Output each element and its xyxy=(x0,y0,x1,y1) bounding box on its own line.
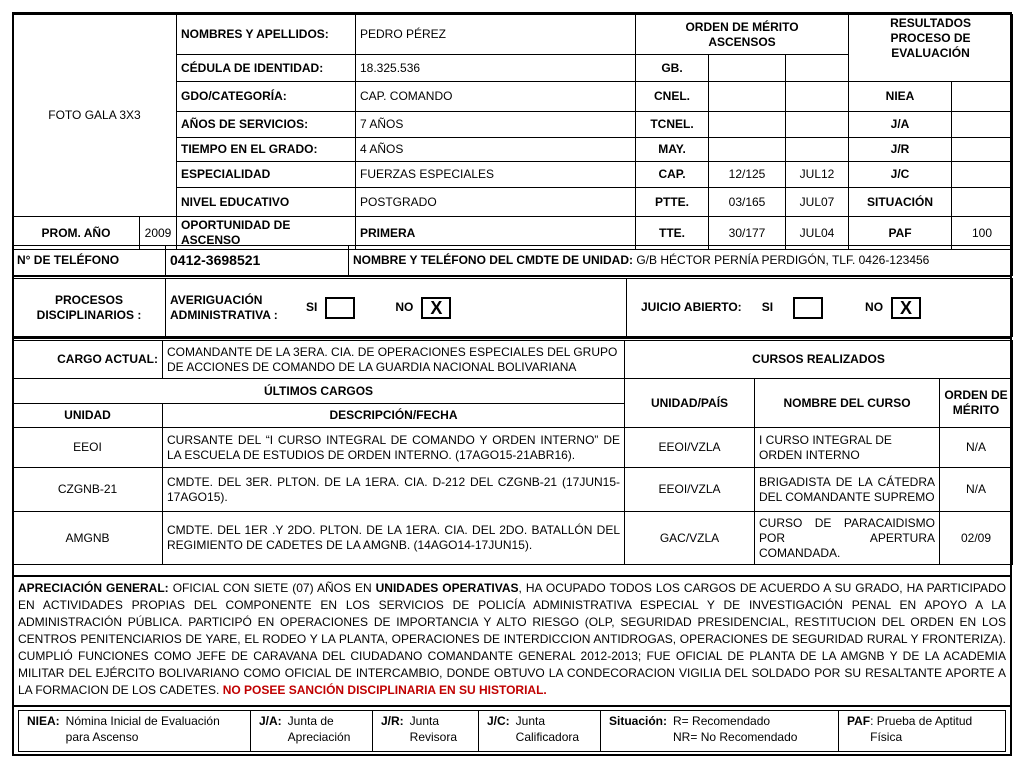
cursos-header: CURSOS REALIZADOS xyxy=(625,341,1013,379)
apreciacion-label: APRECIACIÓN GENERAL: xyxy=(18,581,169,595)
ultimos-header: ÚLTIMOS CARGOS xyxy=(13,379,625,404)
legend-situacion xyxy=(601,711,839,751)
time-label: TIEMPO EN EL GRADO: xyxy=(177,138,356,162)
prom-label: PROM. AÑO xyxy=(13,217,140,250)
photo-placeholder: FOTO GALA 3X3 xyxy=(13,15,177,217)
merit-grade: CNEL. xyxy=(636,82,709,112)
legend-value: : Prueba de Aptitud Física xyxy=(870,714,973,744)
unidad-cell: AMGNB xyxy=(13,512,163,565)
niea-value xyxy=(952,82,1013,112)
cmdt-value: G/B HÉCTOR PERNÍA PERDIGÓN, TLF. 0426-123456 xyxy=(633,253,930,267)
years-label: AÑOS DE SERVICIOS: xyxy=(177,112,356,138)
legend-niea xyxy=(19,711,251,751)
situacion-value xyxy=(952,188,1013,217)
legend-paf xyxy=(839,711,1005,751)
paf-label: PAF xyxy=(849,217,952,250)
averiguacion-label: AVERIGUACIÓN ADMINISTRATIVA : xyxy=(170,292,278,322)
merit-date: JUL07 xyxy=(786,188,849,217)
averiguacion-cell xyxy=(166,279,627,337)
legend-key: J/A: xyxy=(259,714,282,728)
merit-date xyxy=(786,55,849,82)
juicio-si-label: SI xyxy=(761,300,774,314)
name-label: NOMBRES Y APELLIDOS: xyxy=(177,15,356,55)
legend-key: Situación: xyxy=(609,714,668,728)
jr-value xyxy=(952,138,1013,162)
unidad-cell: CZGNB-21 xyxy=(13,468,163,512)
juicio-label: JUICIO ABIERTO: xyxy=(641,300,742,314)
pais-cell: GAC/VZLA xyxy=(625,512,755,565)
merit-header: ORDEN DE MÉRITO ASCENSOS xyxy=(636,15,849,55)
unidad-cell: EEOI xyxy=(13,428,163,468)
ja-label: J/A xyxy=(849,112,952,138)
curso-cell: BRIGADISTA DE LA CÁTEDRA DEL COMANDANTE SUPREMO xyxy=(755,468,940,512)
col-descripcion: DESCRIPCIÓN/FECHA xyxy=(163,404,625,428)
merit-grade: PTTE. xyxy=(636,188,709,217)
results-header: RESULTADOS PROCESO DE EVALUACIÓN xyxy=(849,15,1013,82)
legend-jc xyxy=(479,711,601,751)
desc-cell: CMDTE. DEL 3ER. PLTON. DE LA 1ERA. CIA. D-212 DEL CZGNB-21 (17JUN15-17AGO15). xyxy=(163,468,625,512)
separator xyxy=(12,275,1012,277)
merit-date: JUL12 xyxy=(786,162,849,188)
apreciacion-text-bold: UNIDADES OPERATIVAS xyxy=(375,581,519,595)
legend-box xyxy=(18,710,1006,752)
col-unidad-pais: UNIDAD/PAÍS xyxy=(625,379,755,428)
spec-value: FUERZAS ESPECIALES xyxy=(356,162,636,188)
grade-label: GDO/CATEGORÍA: xyxy=(177,82,356,112)
orden-cell: 02/09 xyxy=(940,512,1013,565)
spec-label: ESPECIALIDAD xyxy=(177,162,356,188)
jr-label: J/R xyxy=(849,138,952,162)
avg-si-checkbox[interactable] xyxy=(325,297,355,319)
edu-label: NIVEL EDUCATIVO xyxy=(177,188,356,217)
paf-value: 100 xyxy=(952,217,1013,250)
merit-grade: CAP. xyxy=(636,162,709,188)
desc-cell: CURSANTE DEL “I CURSO INTEGRAL DE COMANDO Y ORDEN INTERNO” DE LA ESCUELA DE ESTUDIOS DE ORDEN INTERNO. (17AGO15-21ABR16). xyxy=(163,428,625,468)
years-value: 7 AÑOS xyxy=(356,112,636,138)
id-value: 18.325.536 xyxy=(356,55,636,82)
merit-order: 12/125 xyxy=(709,162,786,188)
personal-data-table xyxy=(12,14,1013,250)
phone-label: N° DE TELÉFONO xyxy=(13,246,166,276)
prom-value: 2009 xyxy=(140,217,177,250)
apreciacion-text-2: , HA OCUPADO TODOS LOS CARGOS DE ACUERDO A SU GRADO, HA PARTICIPADO EN ACTIVIDADES PROPIAS DEL COMPONENTE EN LOS SERVICIOS DE POLICÍA ADMINISTRATIVA ESPECIAL Y DE INVESTIGACIÓN PENAL EN APOYO A LA ADMINISTRACIÓN PÚBLICA. PARTICIPÓ EN OPERACIONES DE IMPORTANCIA Y ALTO RIESGO (OLP, SEGURIDAD PRESIDENCIAL, RESTITUCION DEL ORDEN EN LOS CENTROS PENITENCIARIOS DE YARE, EL RODEO Y LA PLANTA, OPERACIONES DE INTERDICCION ANTIDROGAS, OPERACIONES DE SEGURIDAD RURAL Y FRONTERIZA). CUMPLIÓ FUNCIONES COMO JEFE DE CARAVANA DEL CIUDADANO COMANDANTE GENERAL 2012-2013; FUE OFICIAL DE PLANTA DE LA AMGNB Y DE LA ACADEMIA MILITAR DEL EJÉRCITO BOLIVARIANO COMO OFICIAL DE INTERCAMBIO, DONDE OBTUVO LA CONDECORACION VIGILIA DEL SOLDADO POR SU RESALTANTE APORTE A LA FORMACION DE LOS CADETES. xyxy=(18,581,1006,697)
separator xyxy=(12,705,1012,707)
merit-date xyxy=(786,112,849,138)
merit-grade: TTE. xyxy=(636,217,709,250)
orden-cell: N/A xyxy=(940,468,1013,512)
avg-si-label: SI xyxy=(306,300,318,314)
cargo-value: COMANDANTE DE LA 3ERA. CIA. DE OPERACIONES ESPECIALES DEL GRUPO DE ACCIONES DE COMANDO DE LA GUARDIA NACIONAL BOLIVARIANA xyxy=(163,341,625,379)
legend-value: Junta Calificadora xyxy=(515,714,580,744)
legend-ja xyxy=(251,711,373,751)
curso-cell: I CURSO INTEGRAL DE ORDEN INTERNO xyxy=(755,428,940,468)
merit-order xyxy=(709,138,786,162)
table-row xyxy=(13,468,1013,512)
merit-grade: GB. xyxy=(636,55,709,82)
cmdt-cell xyxy=(349,246,1013,276)
juicio-no-checkbox[interactable]: X xyxy=(891,297,921,319)
cmdt-label: NOMBRE Y TELÉFONO DEL CMDTE DE UNIDAD: xyxy=(353,253,634,267)
legend-value: Nómina Inicial de Evaluación para Ascenso xyxy=(65,714,220,744)
jc-value xyxy=(952,162,1013,188)
table-row xyxy=(13,512,1013,565)
phone-table xyxy=(12,245,1013,276)
ja-value xyxy=(952,112,1013,138)
juicio-cell xyxy=(627,279,1013,337)
separator xyxy=(12,575,1012,577)
merit-order xyxy=(709,112,786,138)
apreciacion-text-1: OFICIAL CON SIETE (07) AÑOS EN xyxy=(168,581,376,595)
edu-value: POSTGRADO xyxy=(356,188,636,217)
disciplinary-label: PROCESOS DISCIPLINARIOS : xyxy=(13,279,166,337)
merit-date xyxy=(786,82,849,112)
orden-cell: N/A xyxy=(940,428,1013,468)
juicio-no-label: NO xyxy=(865,300,884,314)
id-label: CÉDULA DE IDENTIDAD: xyxy=(177,55,356,82)
jc-label: J/C xyxy=(849,162,952,188)
niea-label: NIEA xyxy=(849,82,952,112)
situacion-label: SITUACIÓN xyxy=(849,188,952,217)
name-value: PEDRO PÉREZ xyxy=(356,15,636,55)
table-row xyxy=(13,428,1013,468)
legend-key: PAF xyxy=(847,714,871,728)
desc-cell: CMDTE. DEL 1ER .Y 2DO. PLTON. DE LA 1ERA. CIA. DEL 2DO. BATALLÓN DEL REGIMIENTO DE CADETES DE LA AMGNB. (14AGO14-17JUN15). xyxy=(163,512,625,565)
col-unidad: UNIDAD xyxy=(13,404,163,428)
merit-order xyxy=(709,82,786,112)
cargo-label: CARGO ACTUAL: xyxy=(13,341,163,379)
juicio-si-checkbox[interactable] xyxy=(793,297,823,319)
disciplinary-table xyxy=(12,278,1013,337)
merit-order: 03/165 xyxy=(709,188,786,217)
merit-grade: TCNEL. xyxy=(636,112,709,138)
apreciacion-general xyxy=(12,578,1012,704)
legend-jr xyxy=(373,711,479,751)
avg-no-label: NO xyxy=(395,300,414,314)
legend-key: J/R: xyxy=(381,714,404,728)
merit-order: 30/177 xyxy=(709,217,786,250)
legend-value: R= Recomendado NR= No Recomendado xyxy=(673,714,798,744)
opp-label: OPORTUNIDAD DE ASCENSO xyxy=(177,217,356,250)
avg-no-checkbox[interactable]: X xyxy=(421,297,451,319)
grade-value: CAP. COMANDO xyxy=(356,82,636,112)
legend-key: J/C: xyxy=(487,714,510,728)
pais-cell: EEOI/VZLA xyxy=(625,428,755,468)
merit-date xyxy=(786,138,849,162)
time-value: 4 AÑOS xyxy=(356,138,636,162)
merit-order xyxy=(709,55,786,82)
phone-value: 0412-3698521 xyxy=(166,246,349,276)
col-orden-merito: ORDEN DE MÉRITO xyxy=(940,379,1013,428)
separator xyxy=(12,337,1012,339)
merit-grade: MAY. xyxy=(636,138,709,162)
curso-cell: CURSO DE PARACAIDISMO POR APERTURA COMANDADA. xyxy=(755,512,940,565)
apreciacion-red-note: NO POSEE SANCIÓN DISCIPLINARIA EN SU HISTORIAL. xyxy=(222,683,547,697)
pais-cell: EEOI/VZLA xyxy=(625,468,755,512)
opp-value: PRIMERA xyxy=(356,217,636,250)
merit-date: JUL04 xyxy=(786,217,849,250)
legend-key: NIEA: xyxy=(27,714,60,728)
cargos-table xyxy=(12,340,1013,565)
col-nombre-curso: NOMBRE DEL CURSO xyxy=(755,379,940,428)
legend-value: Junta de Apreciación xyxy=(287,714,351,744)
legend-value: Junta Revisora xyxy=(409,714,458,744)
